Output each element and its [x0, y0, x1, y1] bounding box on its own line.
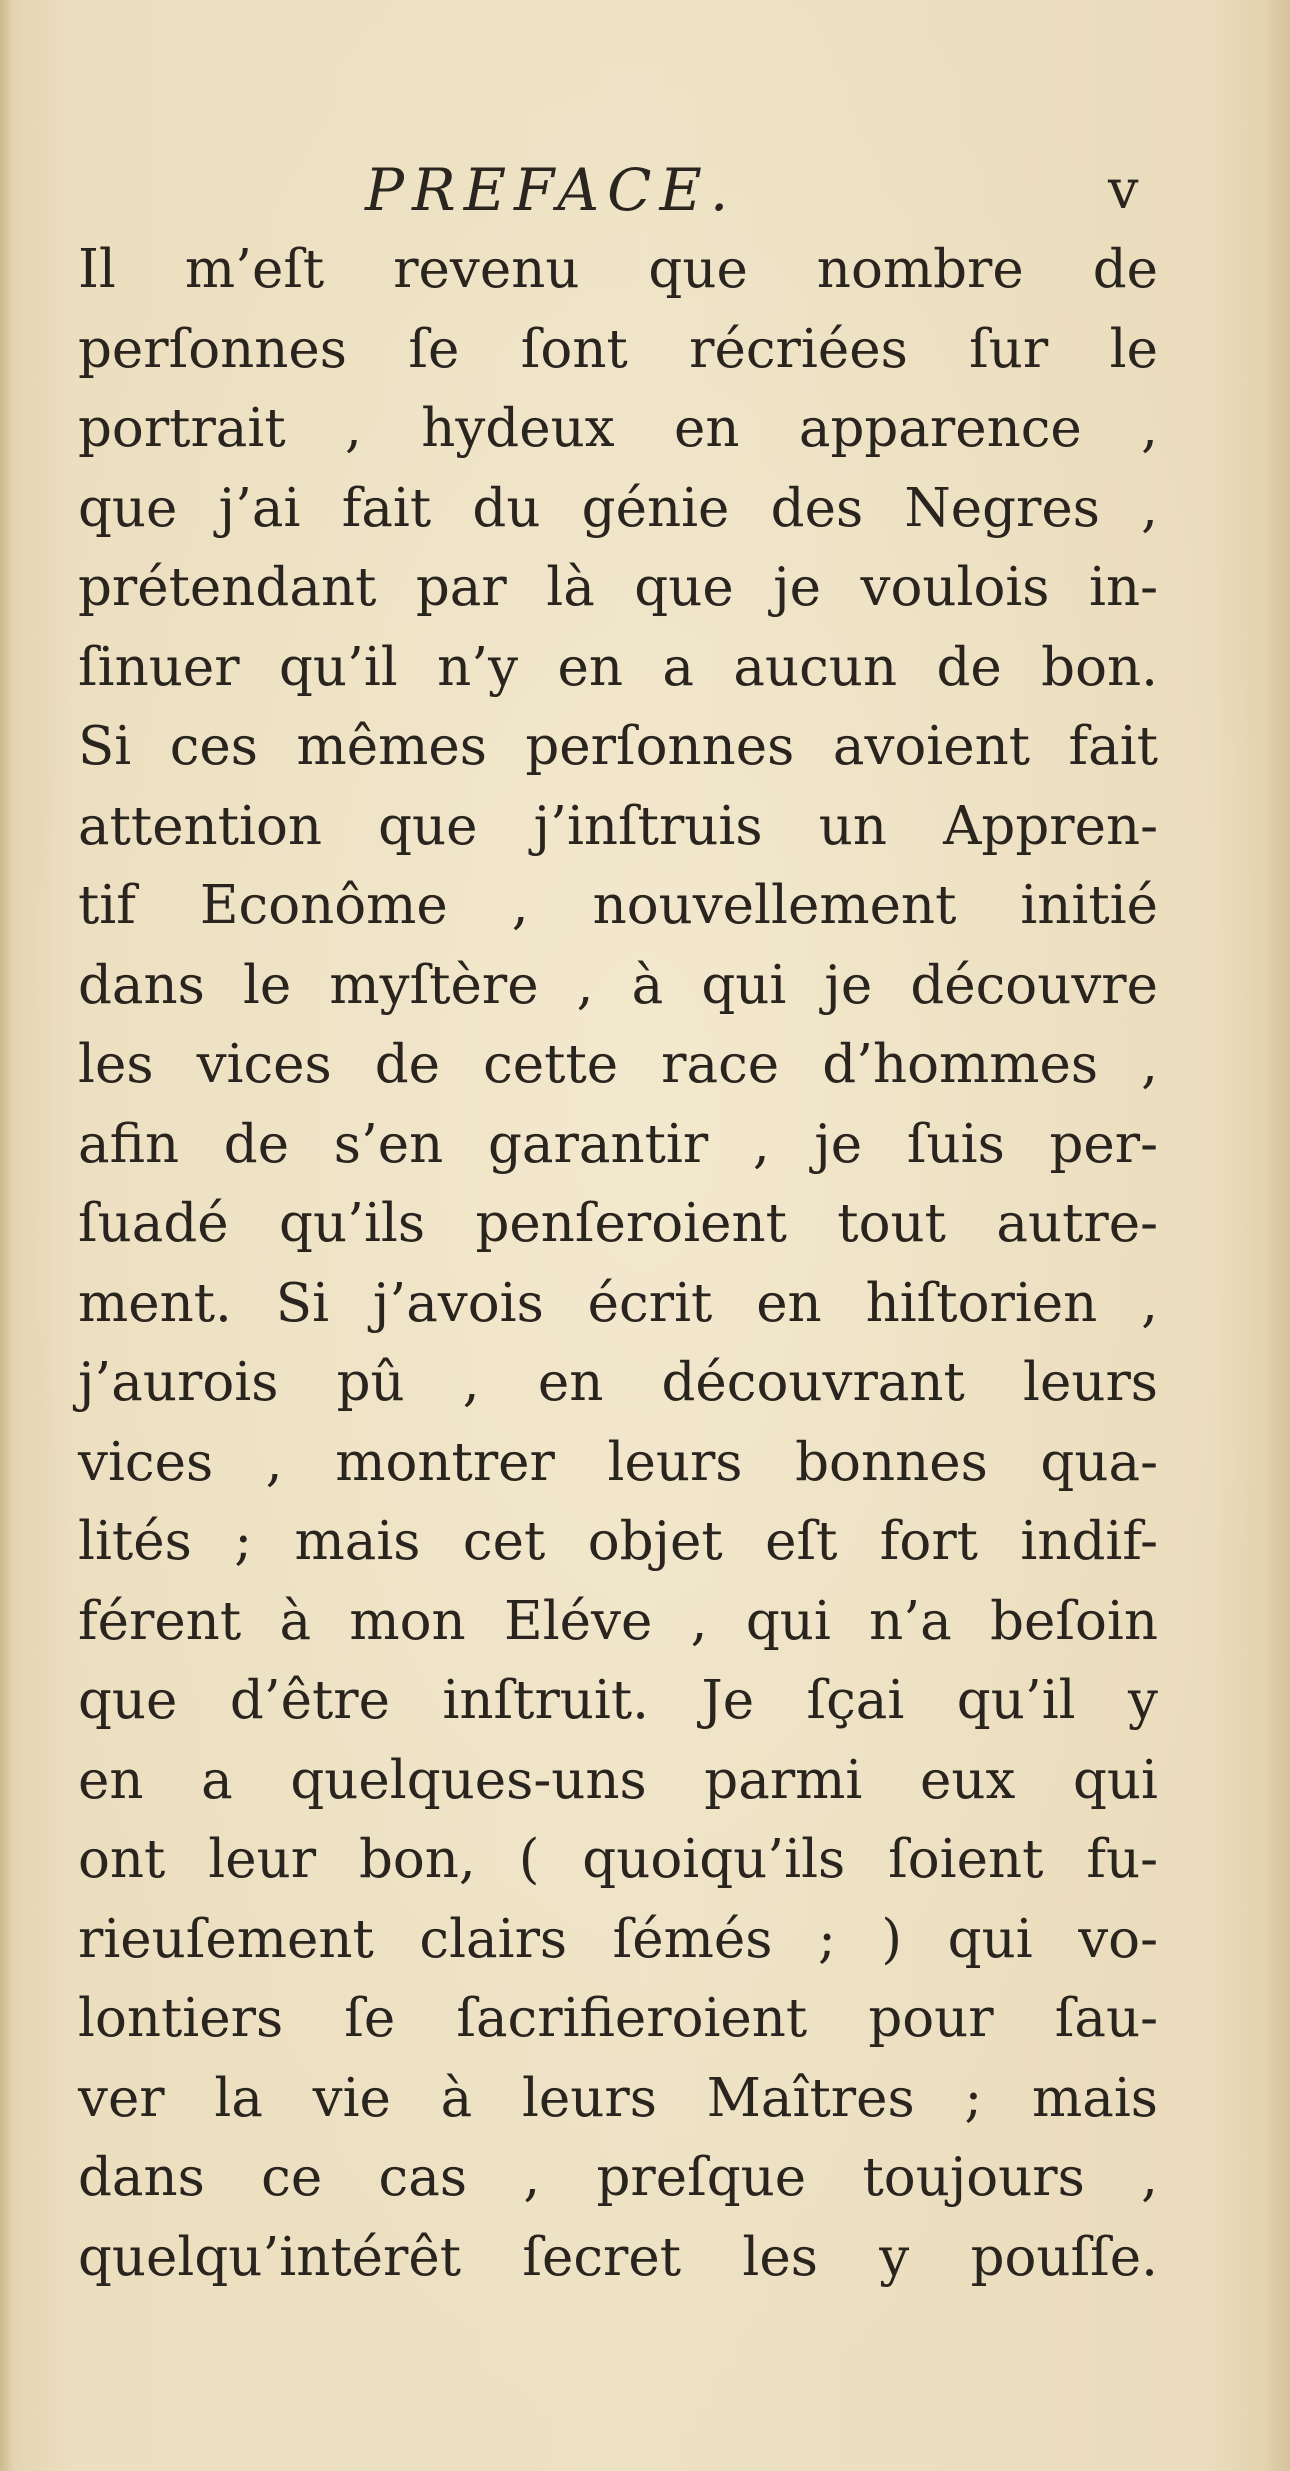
text-line: ment. Si j’avois écrit en hiſtorien , [78, 1272, 1158, 1334]
text-line: ſuadé qu’ils penſeroient tout autre- [78, 1193, 1158, 1254]
text-line: férent à mon Eléve , qui n’a beſoin [78, 1590, 1158, 1652]
text-line: portrait , hydeux en apparence , [78, 398, 1158, 459]
text-line: Si ces mêmes perſonnes avoient fait [78, 716, 1158, 777]
text-line: ont leur bon, ( quoiqu’ils ſoient fu- [78, 1829, 1158, 1890]
text-line: en a quelques-uns parmi eux qui [78, 1749, 1158, 1811]
text-line: que d’être inſtruit. Je ſçai qu’il y [78, 1670, 1158, 1731]
body-text [78, 230, 1158, 2297]
page-edge-shadow [1264, 0, 1290, 2471]
text-line: dans ce cas , preſque toujours , [78, 2147, 1158, 2208]
text-line: que j’ai fait du génie des Negres , [78, 477, 1158, 539]
text-line: tif Econôme , nouvellement initié [78, 875, 1158, 936]
text-line: ſinuer qu’il n’y en a aucun de bon. [78, 636, 1158, 698]
text-line: rieuſement clairs ſémés ; ) qui vo- [78, 1908, 1158, 1970]
text-line: quelqu’intérêt ſecret les y pouſſe. [78, 2226, 1158, 2288]
text-line: perſonnes ſe ſont récriées ſur le [78, 318, 1158, 380]
text-line: vices , montrer leurs bonnes qua- [78, 1431, 1158, 1493]
text-line: dans le myſtère , à qui je découvre [78, 954, 1158, 1016]
running-title: PREFACE. [365, 156, 737, 224]
page-number: v [1108, 158, 1139, 221]
text-line: attention que j’inſtruis un Appren- [78, 795, 1158, 857]
text-line: Il m’eſt revenu que nombre de [78, 239, 1158, 300]
text-line: lontiers ſe ſacrifieroient pour ſau- [78, 1988, 1158, 2049]
page-header [0, 150, 1290, 230]
text-line: lités ; mais cet objet eſt fort indif- [78, 1511, 1158, 1572]
page-gutter-shadow [0, 0, 14, 2471]
text-line: j’aurois pû , en découvrant leurs [78, 1352, 1158, 1413]
text-line: les vices de cette race d’hommes , [78, 1034, 1158, 1095]
text-line: afin de s’en garantir , je ſuis per- [78, 1113, 1158, 1175]
text-line: ver la vie à leurs Maîtres ; mais [78, 2067, 1158, 2129]
text-line: prétendant par là que je voulois in- [78, 557, 1158, 618]
